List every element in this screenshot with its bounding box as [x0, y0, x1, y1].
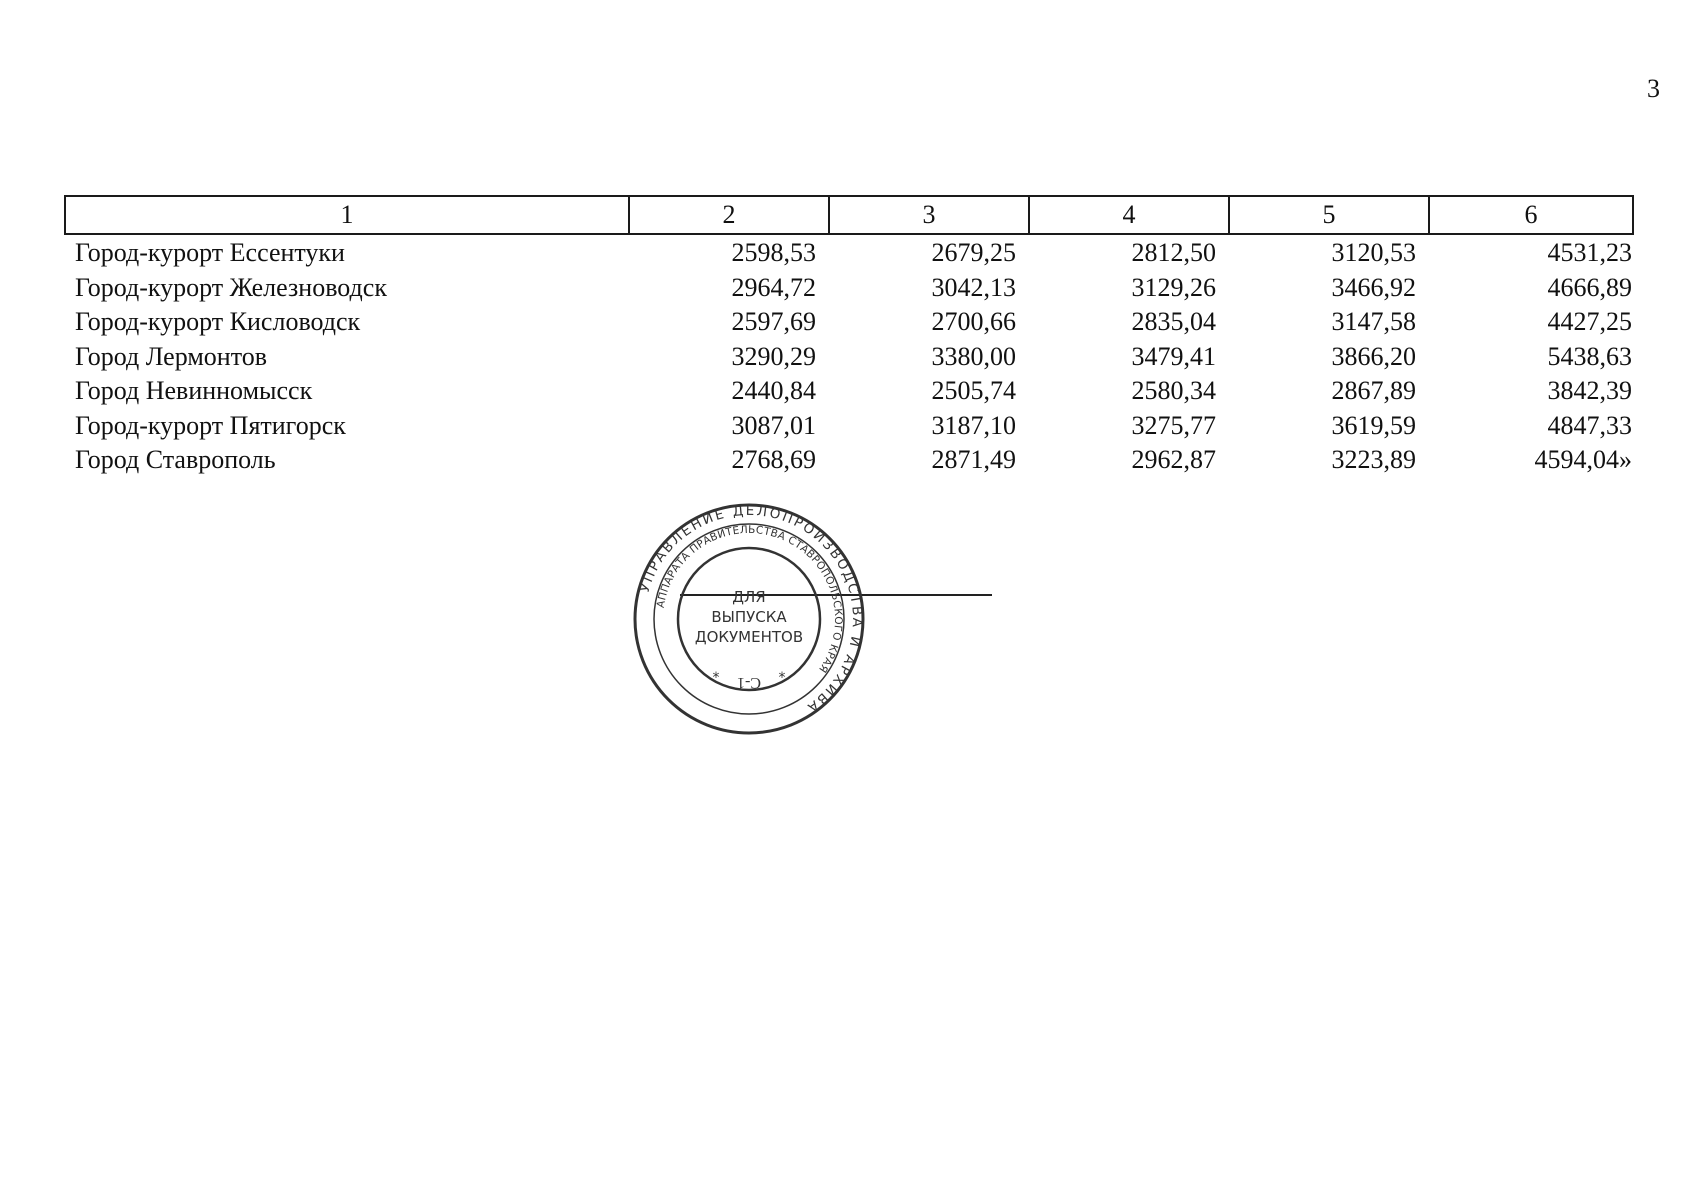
value-cell: 3466,92	[1331, 272, 1416, 302]
value-cell: 2964,72	[731, 272, 816, 302]
value-cell: 2679,25	[931, 238, 1016, 268]
value-cell	[1428, 271, 1632, 306]
stamp-inner-text: АППАРАТА ПРАВИТЕЛЬСТВА СТАВРОПОЛЬСКОГО КРАЯ	[654, 523, 845, 675]
stamp-code: С-1	[737, 674, 761, 691]
value-cell	[1428, 340, 1632, 375]
value-cell: 3275,77	[1131, 410, 1216, 440]
value-cell: 2580,34	[1131, 376, 1216, 406]
table-row	[64, 374, 1632, 409]
value-cell: 3290,29	[731, 341, 816, 371]
value-cell: 3479,41	[1131, 341, 1216, 371]
value-cell: 3223,89	[1331, 445, 1416, 475]
value-cell	[1428, 236, 1632, 271]
stamp-star-right: *	[778, 670, 786, 686]
city-name: Город Лермонтов	[75, 341, 267, 371]
table-row	[64, 340, 1632, 375]
closing-quote: »	[1619, 445, 1632, 475]
column-number-3: 3	[829, 196, 1029, 234]
value-cell: 3619,59	[1331, 410, 1416, 440]
table-row	[64, 236, 1632, 271]
value-cell: 2835,04	[1131, 307, 1216, 337]
stamp-center-line-3: ДОКУМЕНТОВ	[694, 628, 804, 646]
table-row	[64, 271, 1632, 306]
value-cell: 3087,01	[731, 410, 816, 440]
city-name: Город-курорт Пятигорск	[75, 410, 346, 440]
page-number: 3	[1647, 74, 1660, 103]
value-text: 4594,04	[1534, 445, 1619, 475]
value-text: 5438,63	[1547, 341, 1632, 371]
header-row	[65, 196, 1633, 234]
value-cell: 3120,53	[1331, 238, 1416, 268]
value-cell	[1428, 409, 1632, 444]
value-cell: 3129,26	[1131, 272, 1216, 302]
value-cell: 2700,66	[931, 307, 1016, 337]
value-text: 4427,25	[1547, 307, 1632, 337]
value-cell: 2597,69	[731, 307, 816, 337]
value-cell	[1428, 305, 1632, 340]
table-row	[64, 443, 1632, 478]
value-cell: 3042,13	[931, 272, 1016, 302]
official-stamp	[632, 502, 866, 736]
stamp-outer-text: УПРАВЛЕНИЕ ДЕЛОПРОИЗВОДСТВА И АРХИВА	[636, 502, 866, 717]
city-name: Город Ставрополь	[75, 445, 276, 475]
value-cell: 3380,00	[931, 341, 1016, 371]
city-name: Город Невинномысск	[75, 376, 313, 406]
city-name: Город-курорт Кисловодск	[75, 307, 361, 337]
value-text: 3842,39	[1547, 376, 1632, 406]
tariff-table	[64, 236, 1632, 478]
value-cell: 2962,87	[1131, 445, 1216, 475]
value-text: 4847,33	[1547, 410, 1632, 440]
stamp-center-line-2: ВЫПУСКА	[711, 608, 787, 626]
city-name: Город-курорт Железноводск	[75, 272, 387, 302]
table-row	[64, 305, 1632, 340]
column-number-header	[64, 195, 1634, 235]
value-cell: 3147,58	[1331, 307, 1416, 337]
column-number-2: 2	[629, 196, 829, 234]
column-number-5: 5	[1229, 196, 1429, 234]
stamp-center-line-1: ДЛЯ	[732, 588, 766, 606]
value-cell: 2768,69	[731, 445, 816, 475]
value-cell	[1428, 374, 1632, 409]
value-text: 4531,23	[1547, 238, 1632, 268]
column-number-6: 6	[1429, 196, 1633, 234]
value-text: 4666,89	[1547, 272, 1632, 302]
column-number-1: 1	[65, 196, 629, 234]
stamp-star-left: *	[712, 670, 720, 686]
value-cell: 2871,49	[931, 445, 1016, 475]
value-cell: 2440,84	[731, 376, 816, 406]
city-name: Город-курорт Ессентуки	[75, 238, 345, 268]
value-cell: 3187,10	[931, 410, 1016, 440]
column-number-4: 4	[1029, 196, 1229, 234]
value-cell: 2812,50	[1131, 238, 1216, 268]
value-cell: 3866,20	[1331, 341, 1416, 371]
table-row	[64, 409, 1632, 444]
value-cell: 2867,89	[1331, 376, 1416, 406]
value-cell	[1428, 443, 1632, 478]
value-cell: 2598,53	[731, 238, 816, 268]
value-cell: 2505,74	[931, 376, 1016, 406]
